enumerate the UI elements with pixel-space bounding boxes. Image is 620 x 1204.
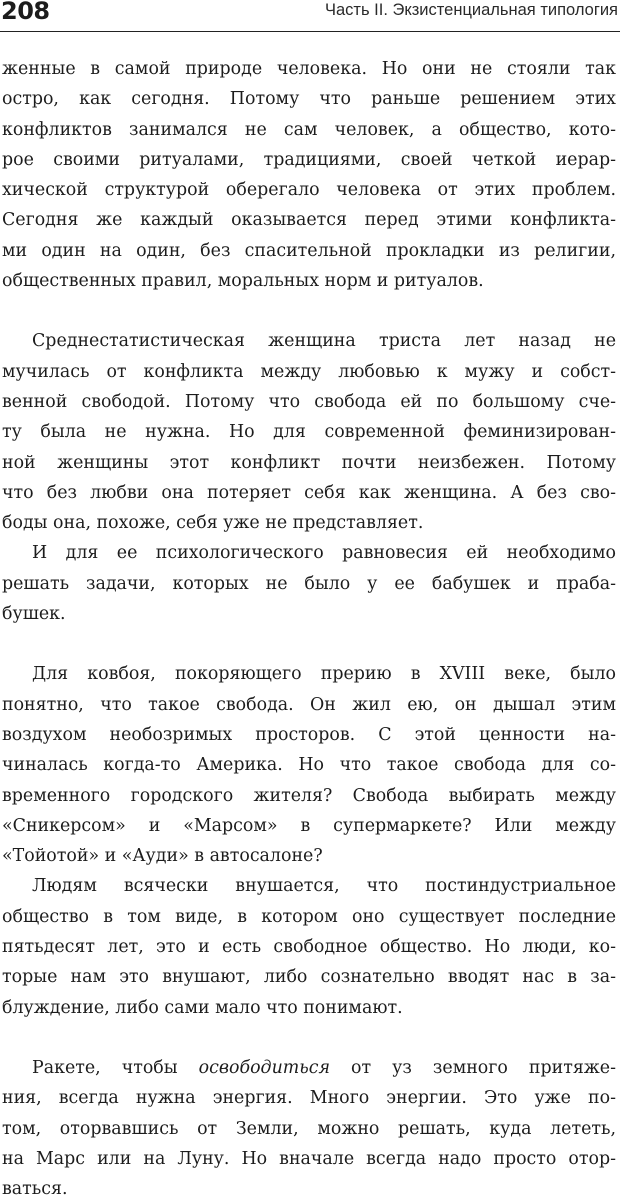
running-header	[0, 0, 620, 32]
text-segment: от уз земного притяже-	[329, 1057, 616, 1078]
text-line	[2, 1053, 616, 1083]
text-line: временного городского жителя? Свобода выбирать между	[2, 785, 616, 806]
paragraph-6	[2, 1053, 616, 1204]
text-line: рое своими ритуалами, традициями, своей четкой иерар-	[2, 149, 616, 170]
text-line: ния, всегда нужна энергия. Много энергии. Это уже по-	[2, 1088, 616, 1109]
text-line: ной женщины этот конфликт почти неизбежен. Потому	[2, 452, 616, 473]
emphasized-word: освободиться	[198, 1057, 330, 1078]
paragraph-2	[2, 326, 616, 538]
text-line: конфликтов занимался не сам человек, а общество, кото-	[2, 119, 616, 140]
text-line: понятно, что такое свобода. Он жил ею, он дышал этим	[2, 694, 616, 715]
paragraph-1	[2, 54, 616, 296]
text-line: Среднестатистическая женщина триста лет назад не	[32, 331, 616, 352]
text-line: Для ковбоя, покоряющего прерию в XVIII веке, было	[32, 664, 616, 685]
text-line: Сегодня же каждый оказывается перед этими конфликта-	[2, 210, 616, 231]
text-line: ми один на один, без спасительной прокладки из религии,	[2, 240, 616, 261]
running-head-title: Часть II. Экзистенциальная типология	[324, 1, 618, 19]
text-line: «Тойотой» и «Ауди» в автосалоне?	[2, 846, 323, 867]
text-line: чиналась когда-то Америка. Но что такое свобода для со-	[2, 755, 616, 776]
paragraph-5	[2, 871, 616, 1022]
text-line: боды она, похоже, себя уже не представляет.	[2, 513, 424, 534]
paragraph-4	[2, 659, 616, 871]
text-line: женные в самой природе человека. Но они не стояли так	[2, 59, 616, 79]
text-line: Людям всячески внушается, что постиндустриальное	[32, 876, 616, 897]
text-line: остро, как сегодня. Потому что раньше решением этих	[2, 89, 616, 110]
text-segment: Ракете, чтобы	[32, 1057, 199, 1078]
text-line: «Сникерсом» и «Марсом» в супермаркете? Или между	[2, 815, 616, 836]
text-line: решать задачи, которых не было у ее бабушек и праба-	[2, 573, 616, 594]
text-line: том, оторвавшись от Земли, можно решать, куда лететь,	[2, 1118, 616, 1139]
body-text	[2, 54, 616, 1204]
text-line: ваться.	[2, 1179, 68, 1200]
text-line: венной свободой. Потому что свобода ей по большому сче-	[2, 391, 616, 412]
text-line: на Марс или на Луну. Но вначале всегда надо просто отор-	[2, 1148, 616, 1169]
text-line: ту была не нужна. Но для современной феминизирован-	[2, 422, 616, 443]
text-line: блуждение, либо сами мало что понимают.	[2, 997, 403, 1018]
text-line: И для ее психологического равновесия ей необходимо	[32, 543, 616, 564]
text-line: общество в том виде, в котором оно существует последние	[2, 906, 616, 927]
page-number: 208	[1, 0, 50, 25]
text-line: пятьдесят лет, это и есть свободное общество. Но люди, ко-	[2, 937, 616, 958]
text-line: воздухом необозримых просторов. С этой ценности на-	[2, 724, 616, 745]
text-line: хической структурой оберегало человека от этих проблем.	[2, 180, 616, 201]
text-line: мучилась от конфликта между любовью к мужу и собст-	[2, 361, 616, 382]
text-line: бушек.	[2, 604, 66, 625]
text-line: торые нам это внушают, либо сознательно вводят нас в за-	[2, 967, 616, 988]
paragraph-3	[2, 538, 616, 629]
text-line: что без любви она потеряет себя как женщина. А без сво-	[2, 482, 616, 503]
text-line: общественных правил, моральных норм и ритуалов.	[2, 271, 484, 292]
